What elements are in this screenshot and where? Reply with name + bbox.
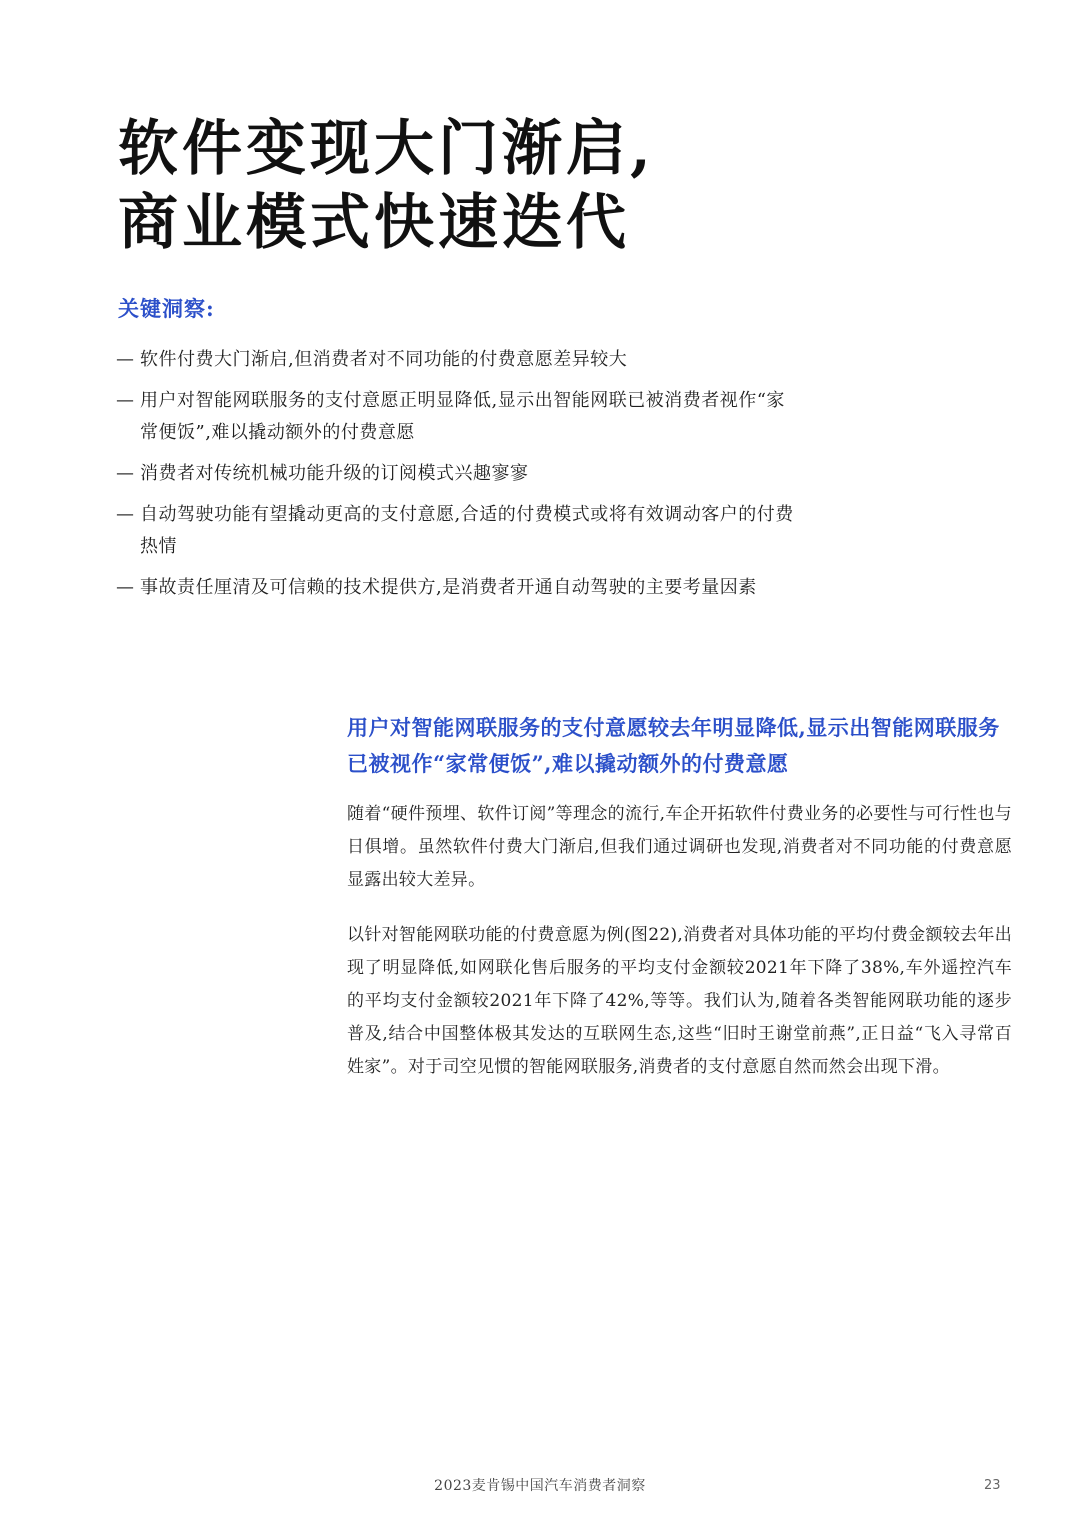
dash-bullet-icon: — [116,390,135,411]
page-title-line-2: 商业模式快速迭代 [118,188,630,258]
key-insight-item [116,572,796,604]
page-title-line-1: 软件变现大门渐启, [118,114,655,184]
key-insight-text: 事故责任厘清及可信赖的技术提供方,是消费者开通自动驾驶的主要考量因素 [140,577,757,598]
key-insight-item [116,385,796,449]
key-insight-text: 消费者对传统机械功能升级的订阅模式兴趣寥寥 [140,463,529,484]
key-insight-item [116,344,796,376]
section-heading: 用户对智能网联服务的支付意愿较去年明显降低,显示出智能网联服务已被视作“家常便饭”,难以撬动额外的付费意愿 [347,715,1000,776]
body-paragraph: 以针对智能网联功能的付费意愿为例(图22),消费者对具体功能的平均付费金额较去年出现了明显降低,如网联化售后服务的平均支付金额较2021年下降了38%,车外遥控汽车的平均支付金额较2021年下降了42%,等等。我们认为,随着各类智能网联功能的逐步普及,结合中国整体极其发达的互联网生态,这些“旧时王谢堂前燕”,正日益“飞入寻常百姓家”。对于司空见惯的智能网联服务,消费者的支付意愿自然而然会出现下滑。 [347,925,1012,1077]
page-number: 23 [984,1478,1001,1493]
page-title [118,112,1018,260]
key-insight-text: 自动驾驶功能有望撬动更高的支付意愿,合适的付费模式或将有效调动客户的付费热情 [140,504,794,557]
key-insights-heading: 关键洞察: [118,296,215,321]
article-section [347,710,1012,1106]
dash-bullet-icon: — [116,504,135,525]
body-paragraph: 随着“硬件预埋、软件订阅”等理念的流行,车企开拓软件付费业务的必要性与可行性也与日俱增。虽然软件付费大门渐启,但我们通过调研也发现,消费者对不同功能的付费意愿显露出较大差异。 [347,804,1012,890]
dash-bullet-icon: — [116,463,135,484]
key-insight-item [116,499,796,563]
key-insights-list [116,344,796,613]
key-insight-item [116,458,796,490]
key-insight-text: 用户对智能网联服务的支付意愿正明显降低,显示出智能网联已被消费者视作“家常便饭”,难以撬动额外的付费意愿 [140,390,785,443]
dash-bullet-icon: — [116,577,135,598]
dash-bullet-icon: — [116,349,135,370]
key-insight-text: 软件付费大门渐启,但消费者对不同功能的付费意愿差异较大 [140,349,628,370]
footer-report-title: 2023麦肯锡中国汽车消费者洞察 [434,1478,646,1494]
